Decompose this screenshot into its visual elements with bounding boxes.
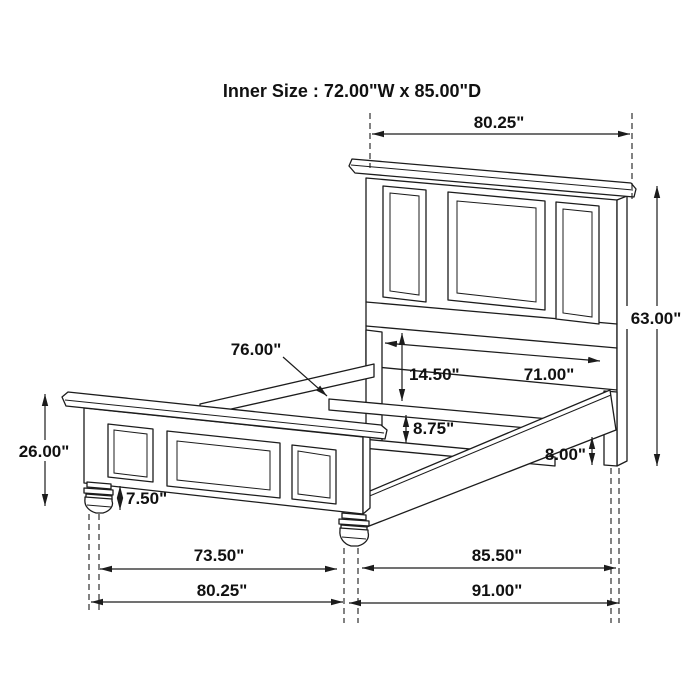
dim-label-overall-depth: 91.00" — [471, 581, 523, 600]
dim-label-slat-length: 76.00" — [230, 340, 282, 359]
footboard-center-panel — [167, 431, 280, 498]
dimension-top-width — [372, 113, 630, 134]
footboard — [62, 392, 387, 546]
dimension-footboard-width — [91, 581, 343, 602]
headboard-side — [617, 196, 627, 466]
dimension-footboard-inner-width — [100, 546, 337, 569]
dim-label-footboard-inner-width: 73.50" — [193, 546, 245, 565]
dimension-headboard-height — [626, 186, 686, 466]
dim-label-footboard-width: 80.25" — [196, 581, 248, 600]
dim-label-rail-floor-clearance: 8.00" — [544, 445, 586, 464]
headboard-right-panel — [556, 202, 599, 324]
dim-label-footboard-leg-height: 7.50" — [126, 489, 168, 508]
dim-label-headboard-height: 63.00" — [630, 309, 682, 328]
dimension-overall-depth — [349, 581, 619, 603]
dim-label-rail-gap: 8.75" — [413, 419, 455, 438]
dim-label-headboard-inner-width: 71.00" — [523, 365, 575, 384]
dim-label-top-width: 80.25" — [473, 113, 525, 132]
dim-label-footboard-height: 26.00" — [18, 442, 70, 461]
inner-size-title: Inner Size : 72.00"W x 85.00"D — [222, 81, 482, 101]
dimension-footboard-height — [13, 394, 75, 506]
footboard-right-leg — [339, 513, 369, 546]
dim-label-headboard-gap: 14.50" — [409, 365, 460, 384]
dimension-rail-gap — [406, 415, 454, 443]
headboard-left-panel — [383, 186, 426, 302]
footboard-left-leg — [84, 482, 113, 513]
dimension-side-rail-span — [362, 546, 616, 568]
headboard-center-panel — [448, 192, 545, 310]
dim-label-side-rail-span: 85.50" — [471, 546, 523, 565]
dimension-footboard-leg-height — [120, 486, 167, 510]
footboard-side — [363, 434, 370, 514]
